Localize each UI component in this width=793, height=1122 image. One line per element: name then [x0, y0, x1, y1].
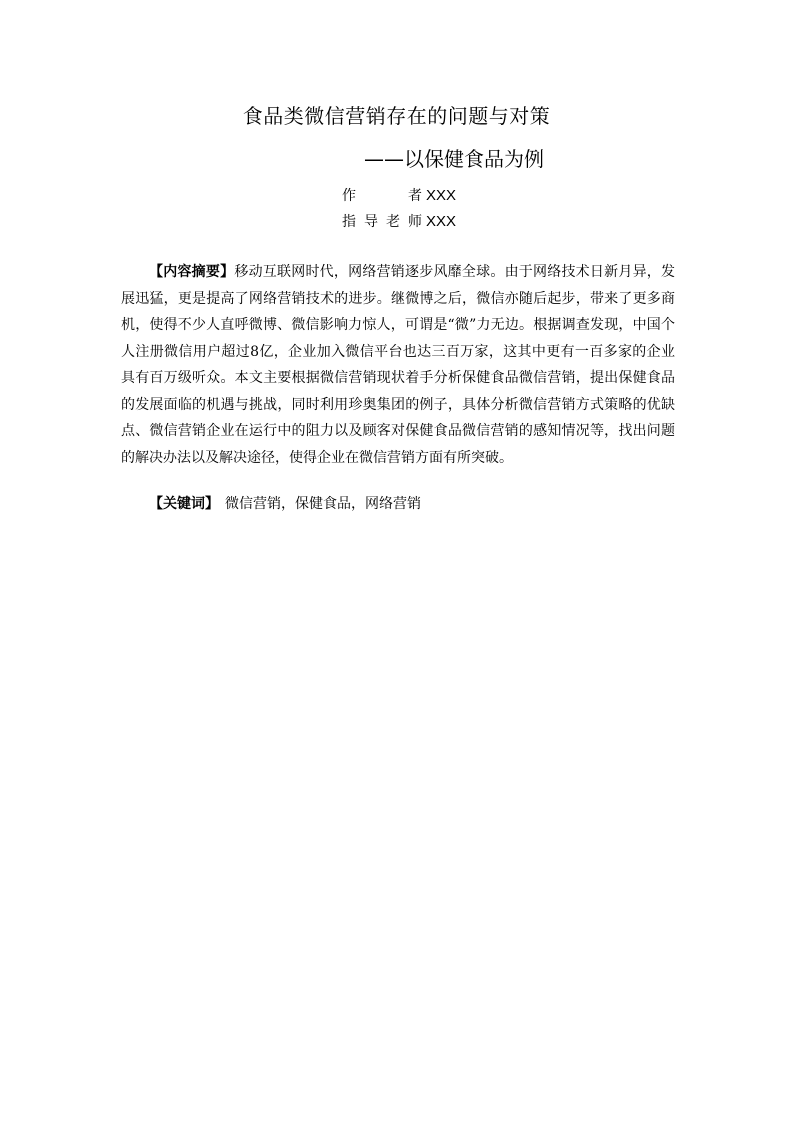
advisor-row — [342, 210, 456, 234]
abstract-paragraph — [121, 259, 675, 471]
advisor-label: 指导老师 — [342, 214, 422, 230]
abstract-tag: 【内容摘要】 — [149, 264, 235, 280]
author-label: 作 者 — [342, 188, 422, 204]
keywords-paragraph — [121, 491, 675, 517]
keywords-tag: 【关键词】 — [149, 496, 219, 512]
keywords-text: 微信营销，保健食品，网络营销 — [225, 496, 421, 512]
author-row — [342, 184, 456, 208]
document-subtitle: ——以保健食品为例 — [364, 147, 544, 171]
document-title: 食品类微信营销存在的问题与对策 — [242, 104, 551, 128]
abstract-text: 移动互联网时代，网络营销逐步风靡全球。由于网络技术日新月异，发展迅猛，更是提高了网络营销技术的进步。继微博之后，微信亦随后起步，带来了更多商机，使得不少人直呼微博、微信影响力惊人，可谓是“微”力无边。根据调查发现，中国个人注册微信用户超过8亿，企业加入微信平台也达三百万家，这其中更有一百多家的企业具有百万级听众。本文主要根据微信营销现状着手分析保健食品微信营销，提出保健食品的发展面临的机遇与挑战，同时利用珍奥集团的例子，具体分析微信营销方式策略的优缺点、微信营销企业在运行中的阻力以及顾客对保健食品微信营销的感知情况等，找出问题的解决办法以及解决途径，使得企业在微信营销方面有所突破。 — [121, 264, 676, 466]
advisor-value: XXX — [426, 213, 457, 230]
author-value: XXX — [426, 187, 457, 204]
